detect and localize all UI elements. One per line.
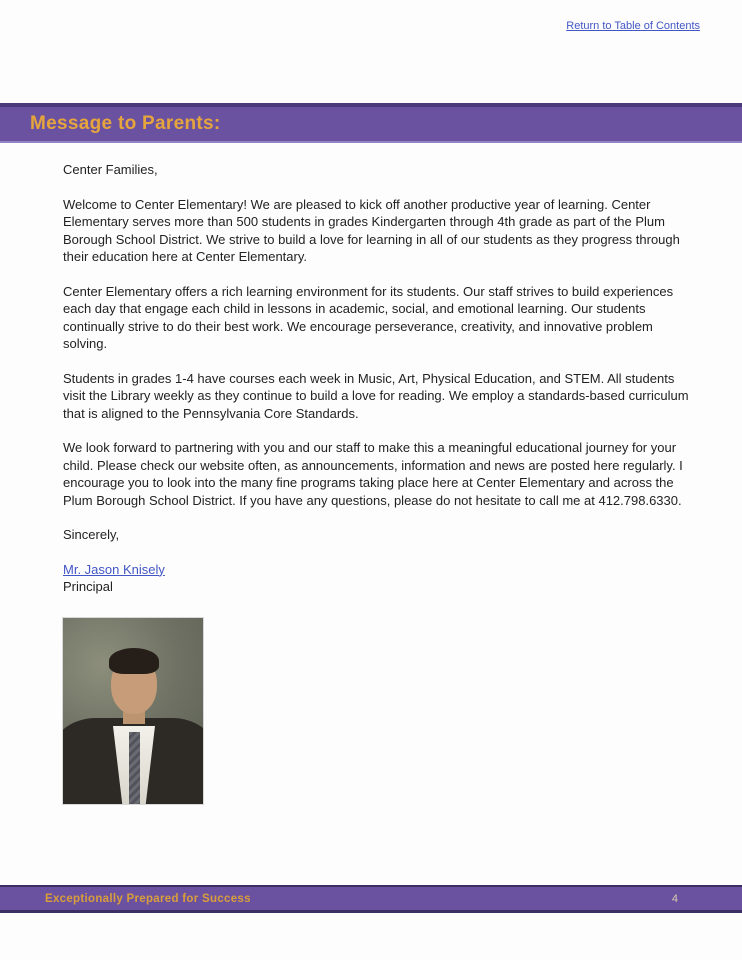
portrait-tie-shape: [129, 732, 140, 804]
footer-motto: Exceptionally Prepared for Success: [45, 892, 251, 905]
salutation: Center Families,: [63, 162, 158, 177]
letter-body: [63, 161, 699, 596]
footer-page-number: 4: [671, 892, 678, 905]
footer-bar: [0, 885, 742, 913]
closing: Sincerely,: [63, 527, 120, 542]
letter-paragraph-3: Students in grades 1-4 have courses each week in Music, Art, Physical Education, and STEM. All students visit the Library weekly as they continue to build a love for reading. We employ a standards-based curriculum that is aligned to the Pennsylvania Core Standards.: [63, 370, 689, 421]
letter-paragraph-1: Welcome to Center Elementary! We are pleased to kick off another productive year of learning. Center Elementary serves more than 500 students in grades Kindergarten through 4th grade as part of the Plum Borough School District. We strive to build a love for learning in all of our students as they progress through their education here at Center Elementary.: [63, 196, 680, 264]
principal-name-link[interactable]: Mr. Jason Knisely: [63, 561, 165, 577]
portrait-hair-shape: [109, 648, 159, 674]
letter-paragraph-4: We look forward to partnering with you and our staff to make this a meaningful educational journey for your child. Please check our website often, as announcements, information and news are posted here regularly. I encourage you to look into the many fine programs taking place here at Center Elementary and across the Plum Borough School District. If you have any questions, please do not hesitate to call me at 412.798.6330.: [63, 440, 683, 508]
letter-paragraph-2: Center Elementary offers a rich learning environment for its students. Our staff strives to build experiences each day that engage each child in lessons in academic, social, and emotional learning. Our students continually strive to do their best work. We encourage perseverance, creativity, and innovative problem solving.: [63, 283, 674, 351]
return-to-toc-link[interactable]: Return to Table of Contents: [566, 20, 700, 32]
principal-portrait-photo: [62, 617, 204, 805]
page-title: Message to Parents:: [30, 113, 221, 134]
signature-title: Principal: [63, 579, 113, 594]
section-banner: [0, 103, 742, 143]
